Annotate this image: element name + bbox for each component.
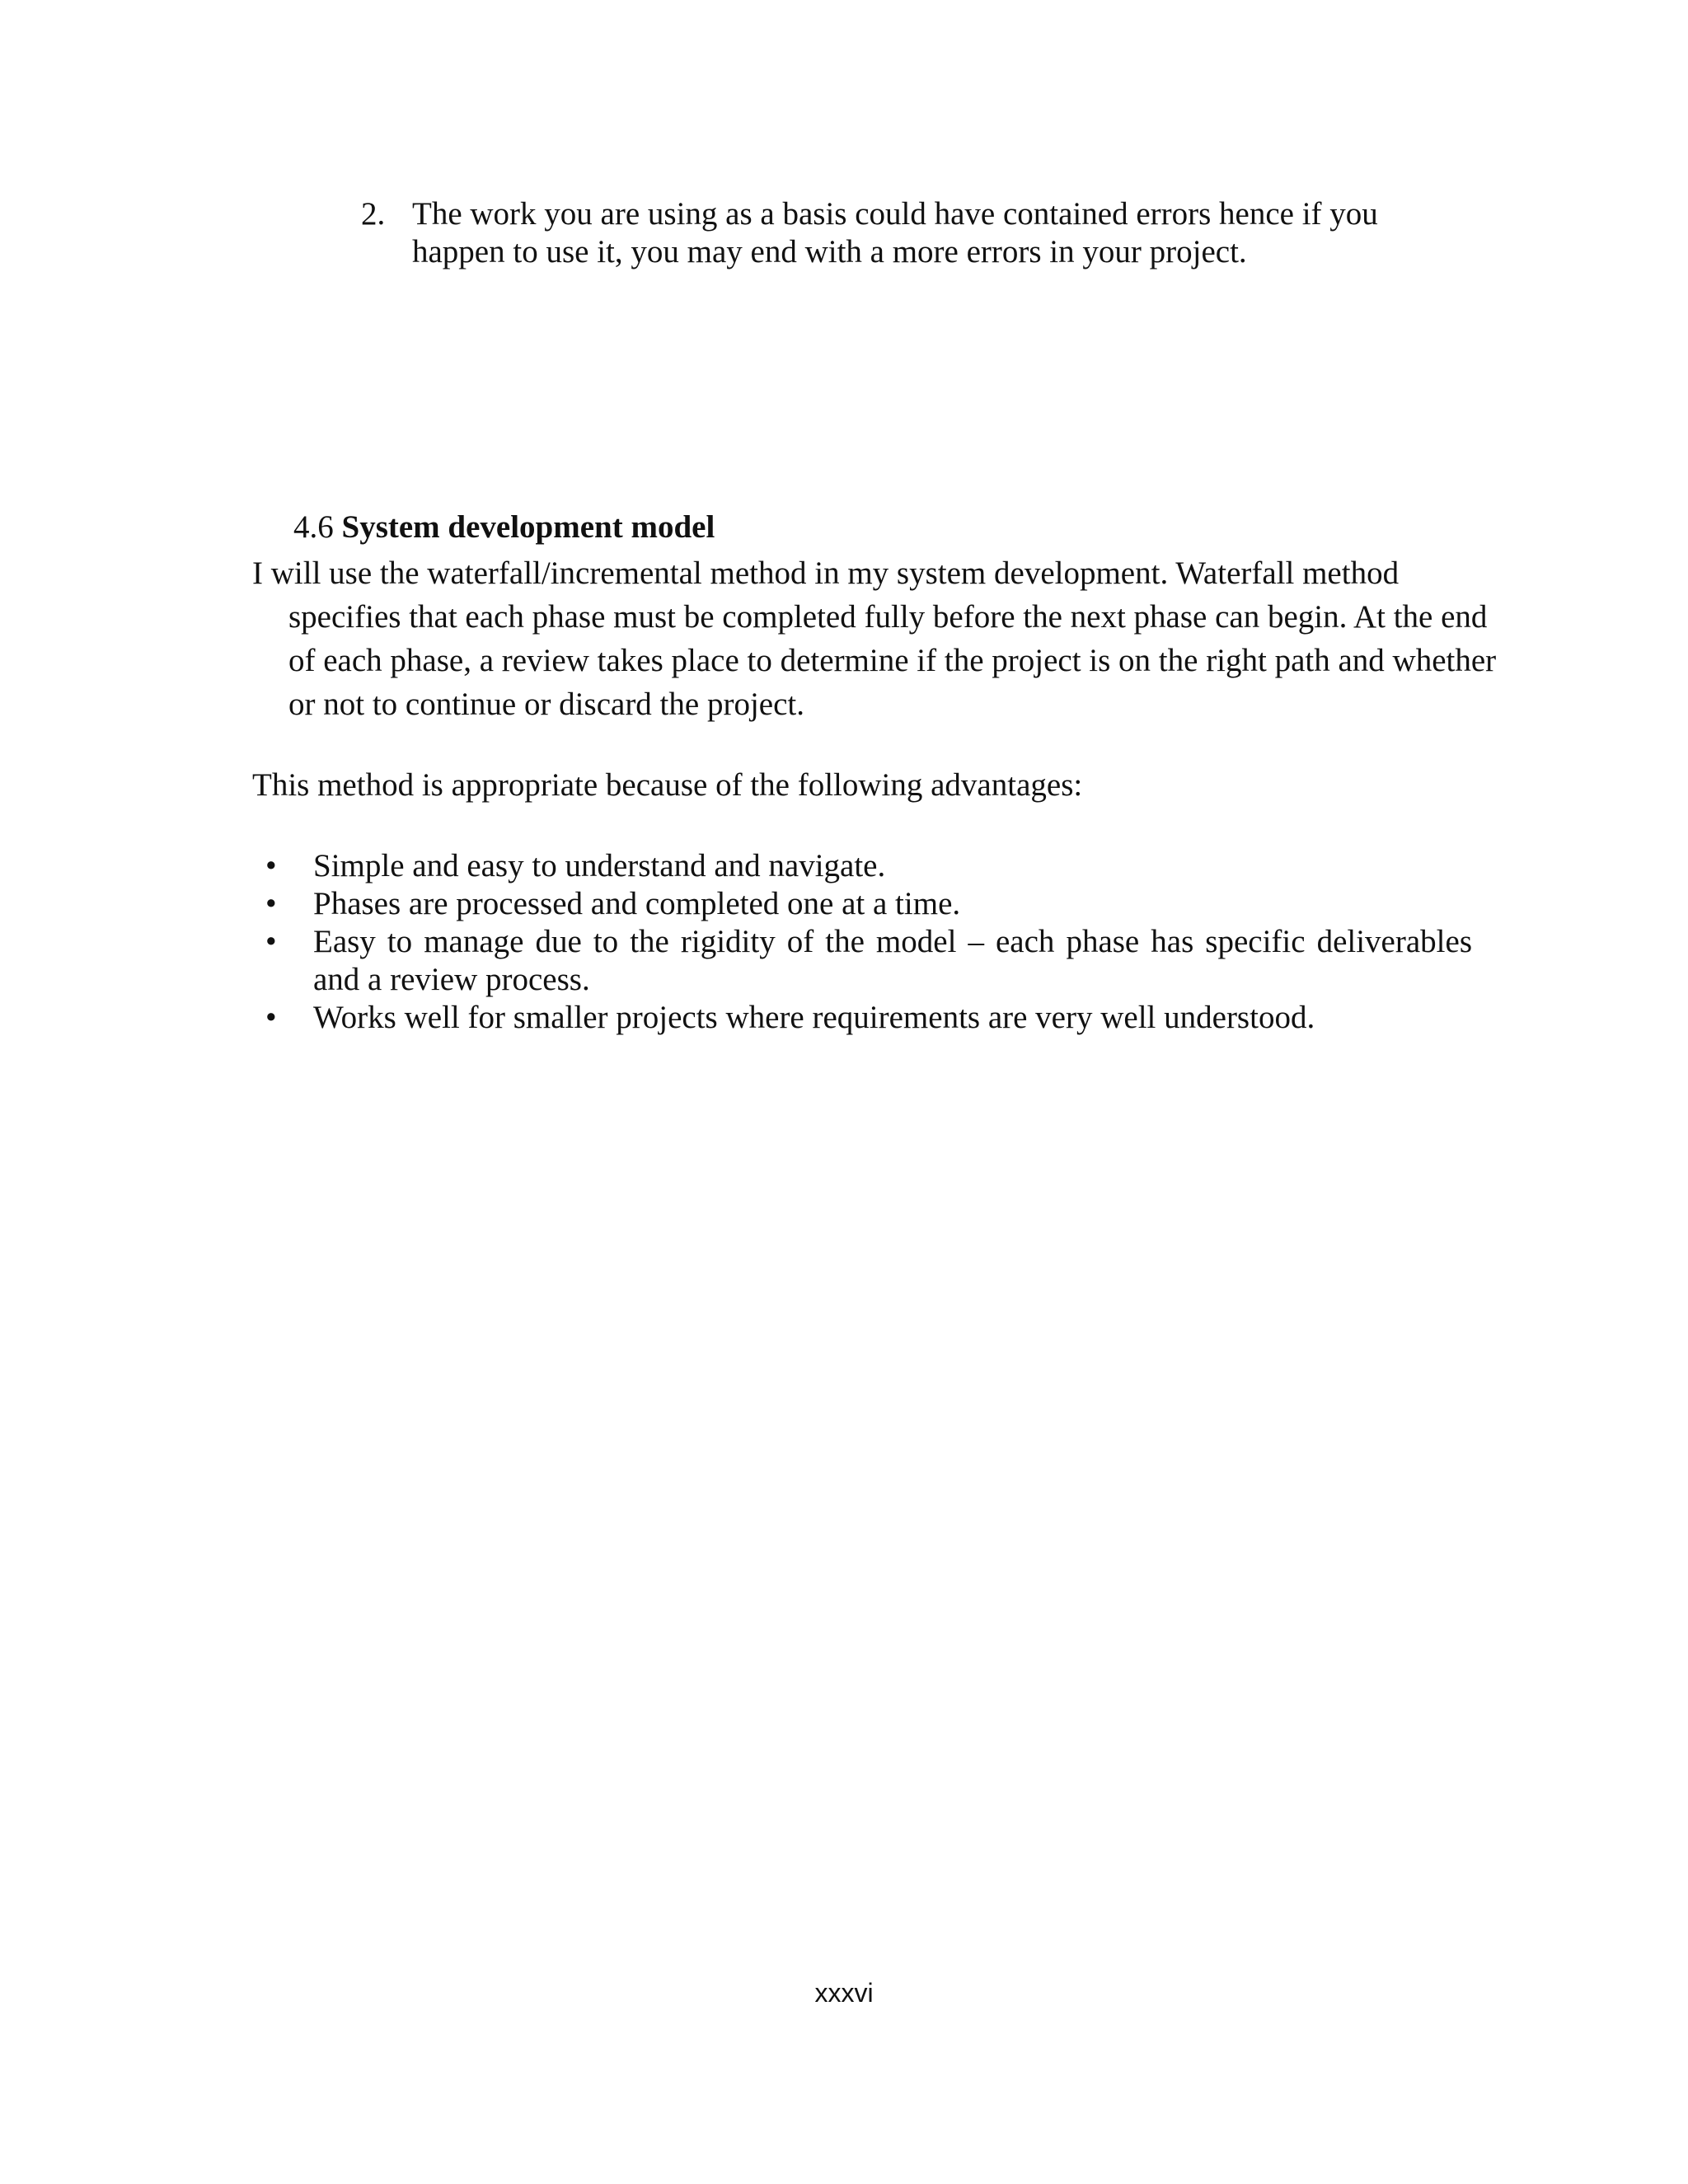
- list-item-text: Phases are processed and completed one at a time.: [313, 886, 961, 921]
- numbered-list-item: [361, 195, 1432, 271]
- list-item: [252, 923, 1472, 999]
- list-item: [252, 847, 1472, 885]
- list-item-text: Works well for smaller projects where requirements are very well understood.: [313, 1000, 1315, 1035]
- list-item-text: The work you are using as a basis could have contained errors hence if you happen to use it, you may end with a more errors in your project.: [412, 196, 1378, 269]
- section-number: 4.6: [293, 509, 334, 545]
- list-item: [252, 999, 1472, 1037]
- bullet-icon: •: [265, 886, 277, 921]
- section-title: System development model: [341, 509, 715, 545]
- advantages-list: [252, 847, 1472, 1037]
- body-paragraph-waterfall: I will use the waterfall/incremental method in my system development. Waterfall method specifies that each phase must be completed fully before the next phase can begin. At the end of each phase, a review takes place to determine if the project is on the right path and whether or not to continue or discard the project.: [252, 555, 1497, 722]
- bullet-icon: •: [265, 848, 277, 883]
- bullet-icon: •: [265, 924, 277, 959]
- list-item-text: Simple and easy to understand and navigate.: [313, 848, 886, 883]
- list-number: 2.: [361, 196, 386, 232]
- list-item-text: Easy to manage due to the rigidity of the model – each phase has specific deliverables and a review process.: [313, 924, 1472, 997]
- list-item: [252, 885, 1472, 923]
- body-paragraph-advantages-intro: This method is appropriate because of the following advantages:: [252, 767, 1083, 803]
- section-heading: [293, 509, 715, 546]
- bullet-icon: •: [265, 1000, 277, 1035]
- page-number: xxxvi: [814, 1978, 874, 2008]
